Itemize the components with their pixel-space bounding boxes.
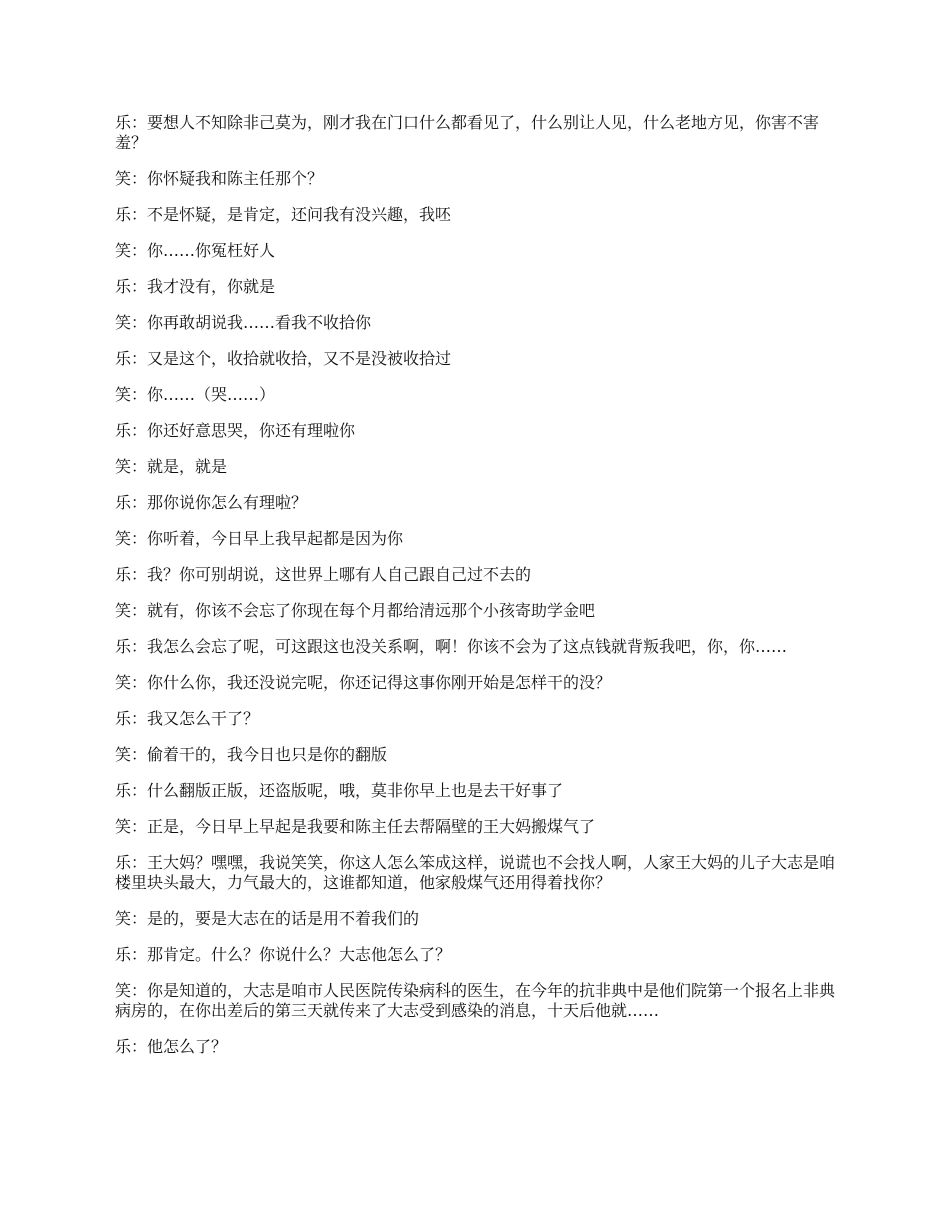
dialogue-body — [115, 113, 845, 1073]
dialogue-line: 笑：正是，今日早上早起是我要和陈主任去帮隔壁的王大妈搬煤气了 — [115, 817, 596, 836]
dialogue-line: 乐：那肯定。什么？你说什么？大志他怎么了？ — [115, 945, 452, 964]
dialogue-line: 乐：他怎么了？ — [115, 1037, 228, 1056]
dialogue-line: 笑：你怀疑我和陈主任那个？ — [115, 169, 324, 188]
dialogue-line: 乐：什么翻版正版，还盗版呢，哦，莫非你早上也是去干好事了 — [115, 781, 564, 800]
dialogue-line: 笑：你什么你，我还没说完呢，你还记得这事你刚开始是怎样干的没？ — [115, 673, 612, 692]
dialogue-line: 乐：我才没有，你就是 — [115, 277, 276, 296]
dialogue-line: 乐：要想人不知除非己莫为，刚才我在门口什么都看见了，什么别让人见，什么老地方见，你害不害羞？ — [115, 113, 820, 152]
dialogue-line: 乐：不是怀疑，是肯定，还问我有没兴趣，我呸 — [115, 205, 452, 224]
dialogue-line: 乐：你还好意思哭，你还有理啦你 — [115, 421, 356, 440]
dialogue-line: 乐：又是这个，收拾就收拾，又不是没被收拾过 — [115, 349, 452, 368]
dialogue-line: 笑：偷着干的，我今日也只是你的翻版 — [115, 745, 388, 764]
dialogue-line: 笑：你……你冤枉好人 — [115, 241, 276, 260]
dialogue-line: 笑：你是知道的，大志是咱市人民医院传染病科的医生，在今年的抗非典中是他们院第一个报名上非典病房的，在你出差后的第三天就传来了大志受到感染的消息，十天后他就…… — [115, 981, 836, 1020]
dialogue-line: 乐：我怎么会忘了呢，可这跟这也没关系啊，啊！你该不会为了这点钱就背叛我吧，你，你…… — [115, 637, 788, 656]
dialogue-line: 笑：就有，你该不会忘了你现在每个月都给清远那个小孩寄助学金吧 — [115, 601, 596, 620]
dialogue-line: 笑：你听着，今日早上我早起都是因为你 — [115, 529, 404, 548]
dialogue-line: 笑：是的，要是大志在的话是用不着我们的 — [115, 909, 420, 928]
dialogue-line: 笑：你……（哭……） — [115, 385, 276, 404]
dialogue-line: 笑：就是，就是 — [115, 457, 228, 476]
dialogue-line: 笑：你再敢胡说我……看我不收拾你 — [115, 313, 372, 332]
dialogue-line: 乐：那你说你怎么有理啦？ — [115, 493, 308, 512]
dialogue-line: 乐：我？你可别胡说，这世界上哪有人自己跟自己过不去的 — [115, 565, 532, 584]
dialogue-line: 乐：王大妈？嘿嘿，我说笑笑，你这人怎么笨成这样，说谎也不会找人啊，人家王大妈的儿子大志是咱楼里块头最大，力气最大的，这谁都知道，他家般煤气还用得着找你？ — [115, 853, 836, 892]
dialogue-line: 乐：我又怎么干了？ — [115, 709, 260, 728]
